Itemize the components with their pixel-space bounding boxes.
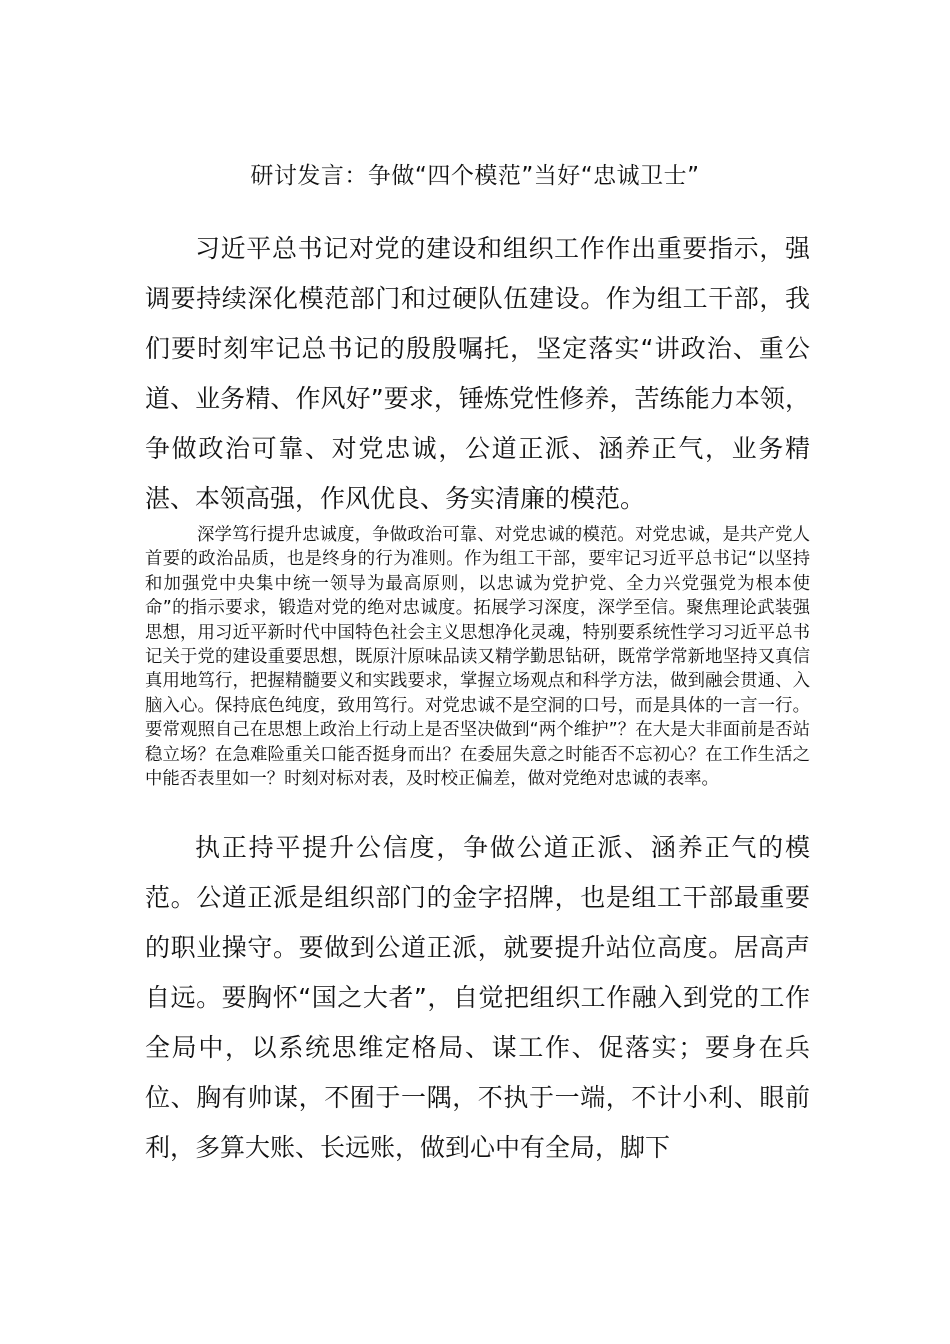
paragraph-intro: 习近平总书记对党的建设和组织工作作出重要指示，强调要持续深化模范部门和过硬队伍建设。作为组工干部，我们要时刻牢记总书记的殷殷嘱托，坚定落实“讲政治、重公道、业务精、作风好”要求，锤炼党性修养，苦练能力本领，争做政治可靠、对党忠诚，公道正派、涵养正气，业务精湛、本领高强，作风优良、务实清廉的模范。 — [145, 234, 810, 513]
paragraph-loyalty: 深学笃行提升忠诚度，争做政治可靠、对党忠诚的模范。对党忠诚，是共产党人首要的政治品质，也是终身的行为准则。作为组工干部，要牢记习近平总书记“以坚持和加强党中央集中统一领导为最高原则，以忠诚为党护党、全力兴党强党为根本使命”的指示要求，锻造对党的绝对忠诚度。拓展学习深度，深学至信。聚焦理论武装强思想，用习近平新时代中国特色社会主义思想净化灵魂，特别要系统性学习习近平总书记关于党的建设重要思想，既原汁原味品读又精学勤思钻研，既常学常新地坚持又真信真用地笃行，把握精髓要义和实践要求，掌握立场观点和科学方法，做到融会贯通、入脑入心。保持底色纯度，致用笃行。对党忠诚不是空洞的口号，而是具体的一言一行。要常观照自己在思想上政治上行动上是否坚决做到“两个维护”？在大是大非面前是否站稳立场？在急难险重关口能否挺身而出？在委屈失意之时能否不忘初心？在工作生活之中能否表里如一？时刻对标对表，及时校正偏差，做对党绝对忠诚的表率。 — [145, 525, 810, 790]
document-title: 研讨发言：争做“四个模范”当好“忠诚卫士” — [250, 163, 700, 189]
paragraph-fairness: 执正持平提升公信度，争做公道正派、涵养正气的模范。公道正派是组织部门的金字招牌，也是组工干部最重要的职业操守。要做到公道正派，就要提升站位高度。居高声自远。要胸怀“国之大者”，自觉把组织工作融入到党的工作全局中，以系统思维定格局、谋工作、促落实；要身在兵位、胸有帅谋，不囿于一隅，不执于一端，不计小利、眼前利，多算大账、长远账，做到心中有全局，脚下 — [145, 833, 810, 1162]
